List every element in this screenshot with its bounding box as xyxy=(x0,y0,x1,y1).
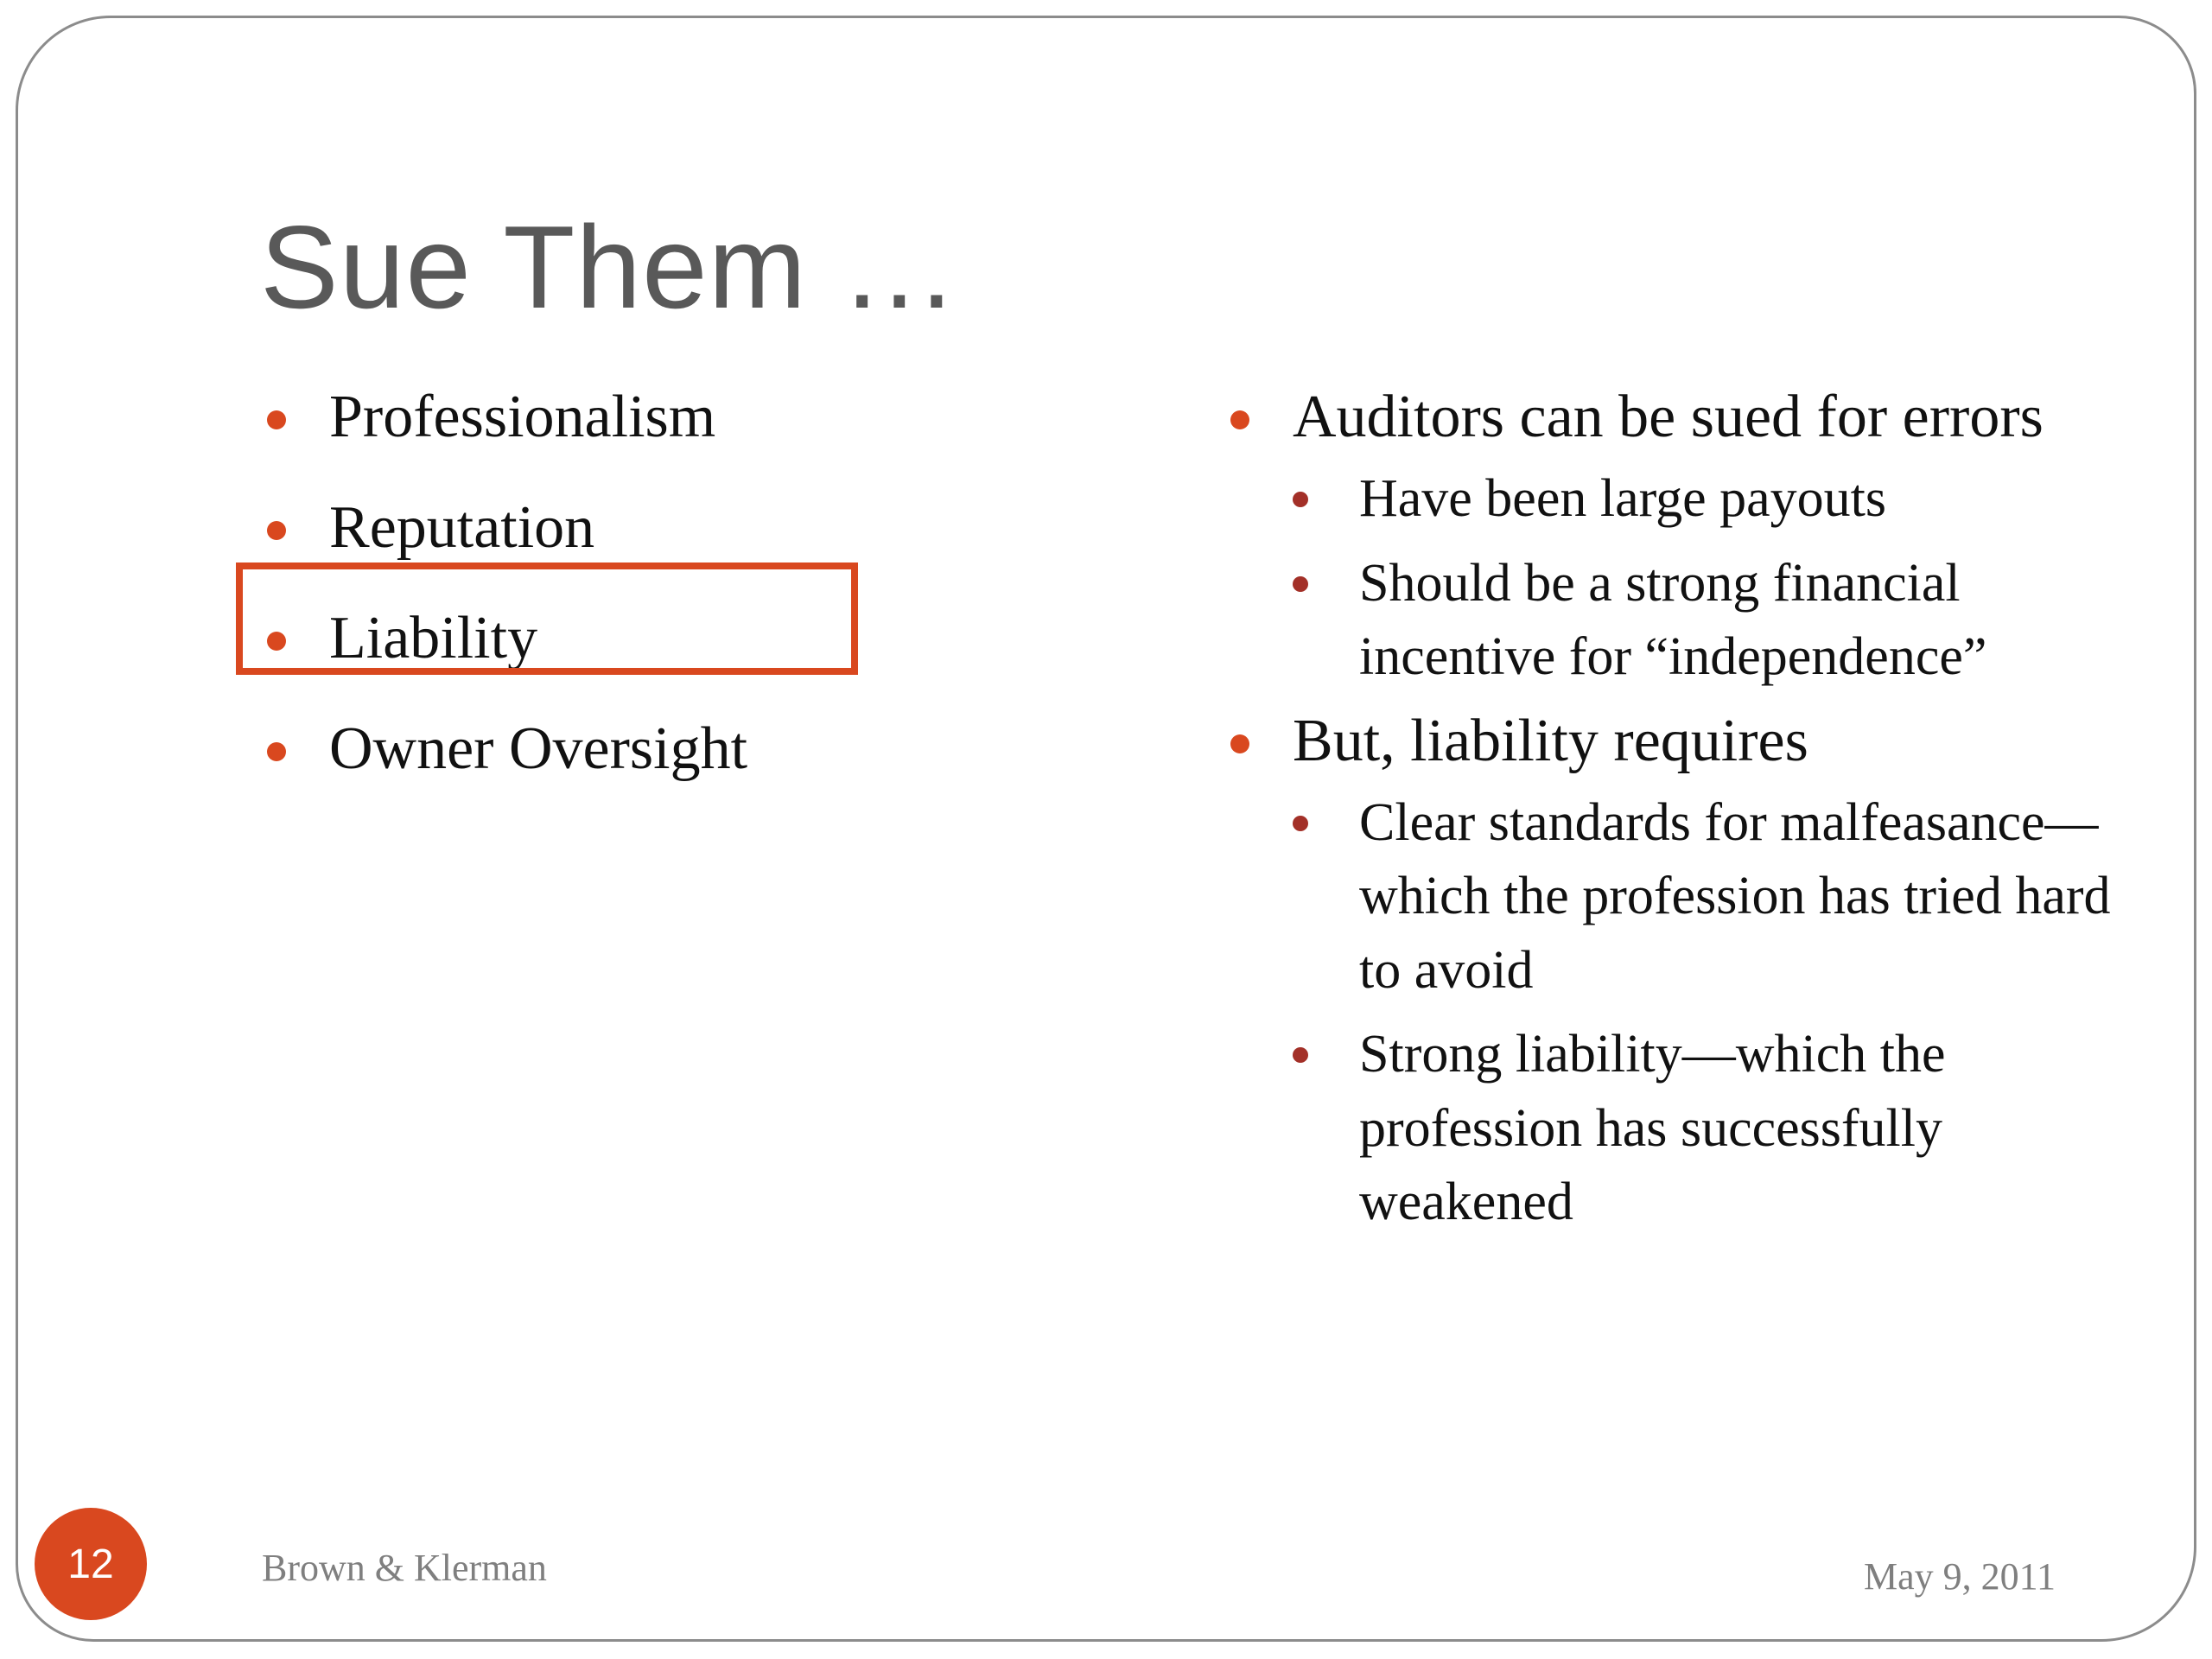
sub-bullet-icon xyxy=(1293,576,1308,592)
sub-bullet-text: Have been large payouts xyxy=(1359,469,1887,528)
bullet-text: But, liability requires xyxy=(1293,707,1808,774)
bullet-icon xyxy=(1230,410,1249,429)
slide-number-badge xyxy=(35,1508,147,1620)
footer-authors: Brown & Klerman xyxy=(262,1547,547,1589)
bullet-icon xyxy=(267,410,286,429)
sub-bullet-text: Strong liability—which the profession has successfully weakened xyxy=(1359,1025,1946,1232)
sub-bullet-list xyxy=(1293,462,2122,695)
highlight-box xyxy=(236,563,858,675)
list-item xyxy=(1224,381,2122,695)
right-bullet-list xyxy=(1224,381,2122,1250)
sub-list-item xyxy=(1293,786,2122,1008)
list-item xyxy=(1224,705,2122,1240)
sub-bullet-list xyxy=(1293,786,2122,1240)
sub-bullet-icon xyxy=(1293,492,1308,507)
sub-bullet-text: Should be a strong financial incentive for “independence” xyxy=(1359,553,1987,687)
footer-date: May 9, 2011 xyxy=(1863,1555,2056,1598)
bullet-icon xyxy=(267,521,286,540)
slide-number: 12 xyxy=(67,1541,114,1587)
list-item xyxy=(260,492,1038,564)
sub-bullet-icon xyxy=(1293,816,1308,831)
slide-frame xyxy=(16,16,2196,1642)
sub-list-item xyxy=(1293,462,2122,537)
sub-list-item xyxy=(1293,547,2122,695)
bullet-text: Liability xyxy=(329,605,538,671)
list-item xyxy=(260,713,1038,785)
list-item xyxy=(260,381,1038,454)
sub-list-item xyxy=(1293,1018,2122,1240)
bullet-text: Reputation xyxy=(329,494,595,561)
bullet-text: Professionalism xyxy=(329,384,716,450)
bullet-icon xyxy=(267,742,286,761)
sub-bullet-icon xyxy=(1293,1047,1308,1063)
bullet-text: Auditors can be sued for errors xyxy=(1293,384,2044,450)
bullet-text: Owner Oversight xyxy=(329,715,748,782)
sub-bullet-text: Clear standards for malfeasance—which the profession has tried hard to avoid xyxy=(1359,792,2111,1000)
bullet-icon xyxy=(1230,734,1249,753)
slide-title: Sue Them … xyxy=(260,201,959,333)
